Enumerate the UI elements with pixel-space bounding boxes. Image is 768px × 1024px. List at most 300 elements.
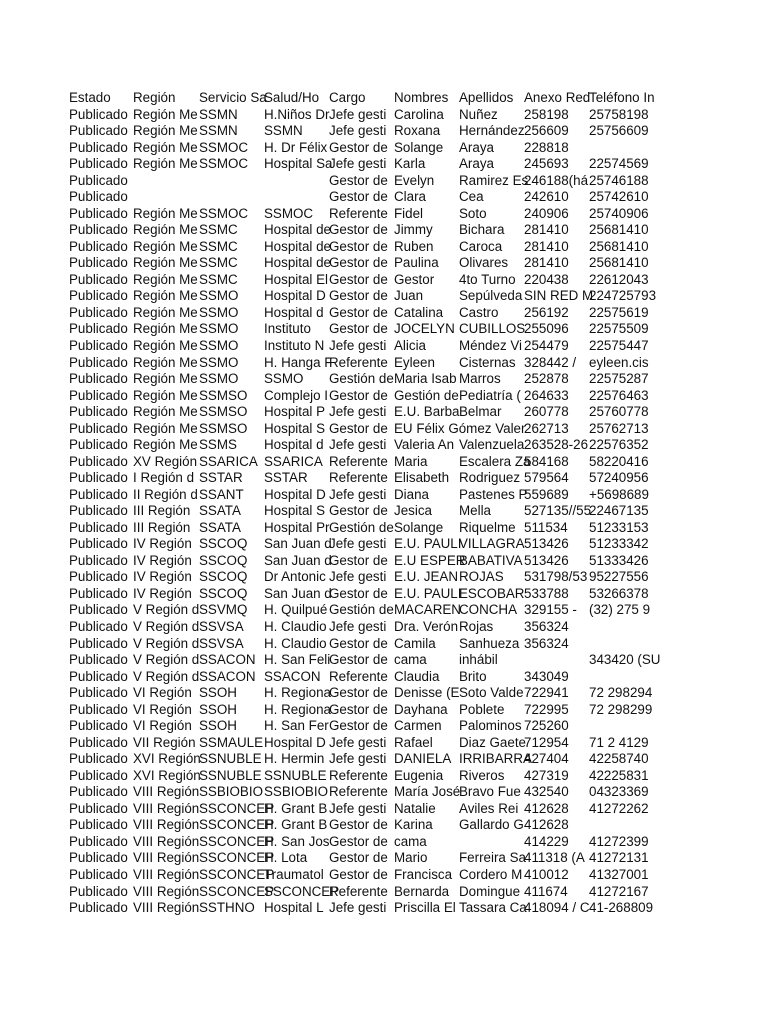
table-cell: VIII Región [133, 817, 200, 833]
table-cell: VIII Región [133, 883, 200, 899]
table-cell: Dr Antonic [264, 569, 326, 585]
table-cell: 25760778 [589, 404, 649, 420]
table-row [69, 652, 768, 669]
table-cell: 25681410 [589, 255, 649, 271]
table-cell: 41272399 [589, 833, 649, 849]
table-cell: Región Me [133, 238, 198, 254]
table-cell: Pediatría ( [459, 387, 521, 403]
table-cell: Publicado [69, 784, 128, 800]
table-cell: SSMO [199, 354, 239, 370]
table-cell: VIII Región [133, 866, 200, 882]
table-cell: Publicado [69, 139, 128, 155]
table-cell: Riveros [459, 767, 505, 783]
table-cell: Diaz Gaete [459, 734, 526, 750]
table-cell: 343420 (SU [589, 652, 661, 668]
table-cell: 411674 [524, 883, 568, 899]
table-cell: SSMO [199, 371, 239, 387]
table-cell: Jefe gesti [329, 156, 387, 172]
table-row [69, 255, 768, 272]
table-cell: Publicado [69, 371, 128, 387]
table-cell: SSMOC [199, 139, 249, 155]
table-cell: SSARICA [264, 453, 323, 469]
table-cell: 513426 [524, 552, 569, 568]
table-cell: Soto Valde [459, 685, 524, 701]
table-cell: SSMO [264, 371, 304, 387]
table-cell: 22575447 [589, 337, 649, 353]
column-header: Servicio Sa [199, 90, 267, 105]
table-cell: 41272167 [589, 883, 649, 899]
table-cell: Publicado [69, 734, 128, 750]
table-cell: H. Claudio [264, 619, 327, 634]
table-cell: Roxana [394, 123, 441, 139]
table-cell: Referente [329, 470, 388, 486]
table-cell: Maria Isab [394, 371, 457, 387]
table-cell: Ruben [394, 238, 434, 254]
table-cell: eyleen.cis [589, 354, 649, 370]
table-cell: Gestor de [329, 866, 388, 882]
table-cell: H. Regiona [264, 685, 331, 701]
table-cell: Publicado [69, 453, 128, 469]
table-cell: 328442 / [524, 354, 577, 370]
table-row [69, 454, 768, 471]
table-cell: Región Me [133, 437, 198, 453]
table-cell: 263528-26 [524, 437, 589, 453]
table-row [69, 520, 768, 537]
table-cell: ROJAS [459, 569, 504, 585]
table-cell: SSMO [199, 337, 239, 353]
table-cell: Publicado [69, 900, 128, 916]
table-cell: Elisabeth [394, 470, 450, 486]
table-cell: SSACON [199, 652, 256, 668]
table-cell: Gestor de [329, 701, 388, 717]
table-cell: 281410 [524, 238, 569, 254]
table-cell: Araya [459, 156, 494, 172]
table-cell: Priscilla El [394, 900, 456, 916]
column-header: Teléfono In [589, 90, 655, 105]
table-cell: 22575619 [589, 304, 649, 320]
table-cell: Región Me [133, 271, 198, 287]
table-cell: Publicado [69, 883, 128, 899]
table-cell: Gestor de [329, 139, 388, 155]
table-cell: Región Me [133, 387, 198, 403]
table-row [69, 206, 768, 223]
column-header: Región [133, 90, 176, 105]
table-cell: 240906 [524, 205, 569, 221]
table-cell: 264633 [524, 387, 569, 403]
table-cell: Publicado [69, 486, 128, 502]
table-cell: Gestor de [329, 288, 388, 304]
table-cell: Jefe gesti [329, 106, 387, 122]
table-cell: 245693 [524, 156, 569, 172]
table-cell: Referente [329, 883, 388, 899]
table-cell: Publicado [69, 685, 128, 701]
table-cell: Referente [329, 354, 388, 370]
table-row [69, 718, 768, 735]
table-cell: 725260 [524, 718, 569, 734]
table-cell: Gestor de [329, 238, 388, 254]
table-cell: Publicado [69, 172, 128, 188]
table-cell: 41272262 [589, 800, 649, 816]
table-row [69, 850, 768, 867]
table-cell: Nuñez [459, 106, 498, 122]
table-cell: XV Región [133, 453, 198, 469]
table-cell: H. San Fer [264, 718, 329, 734]
table-cell: Gestor [394, 271, 435, 287]
table-cell: SSANT [199, 486, 244, 502]
table-cell: SSMSO [199, 404, 248, 420]
table-cell: SSMOC [264, 205, 314, 221]
table-cell: Referente [329, 668, 388, 684]
table-cell: Instituto N [264, 337, 325, 353]
table-cell: 41-268809 [589, 900, 654, 916]
table-cell: Bichara [459, 222, 505, 238]
table-cell: Bravo Fue [459, 784, 521, 800]
table-cell: Olivares [459, 255, 509, 271]
table-cell: Cea [459, 189, 484, 205]
table-cell: SSMO [199, 304, 239, 320]
table-cell: Publicado [69, 205, 128, 221]
table-row [69, 321, 768, 338]
table-cell: Francisca [394, 866, 453, 882]
table-cell: SSCONCEP [199, 850, 275, 866]
table-cell: Publicado [69, 519, 128, 535]
table-cell: Publicado [69, 255, 128, 271]
spreadsheet [69, 90, 768, 917]
table-cell: Marros [459, 371, 501, 387]
table-cell: 41272131 [589, 850, 649, 866]
table-cell: V Región d [133, 668, 200, 684]
table-row [69, 784, 768, 801]
table-cell: SSACON [264, 668, 321, 684]
table-cell: Publicado [69, 668, 128, 684]
table-cell: H. San Jos [264, 833, 330, 849]
table-cell: Publicado [69, 585, 128, 601]
table-cell: VIII Región [133, 850, 200, 866]
table-cell: San Juan d [264, 585, 332, 601]
table-cell: 412628 [524, 817, 569, 833]
table-cell: Publicado [69, 337, 128, 353]
table-cell: VI Región [133, 718, 192, 734]
column-header: Nombres [394, 90, 449, 105]
table-cell: SSOH [199, 685, 237, 701]
table-cell: Rojas [459, 619, 494, 634]
table-body [69, 107, 768, 917]
table-cell: SSCOQ [199, 569, 248, 585]
table-cell: Publicado [69, 123, 128, 139]
table-cell: 533788 [524, 585, 569, 601]
table-cell: Publicado [69, 271, 128, 287]
table-cell: Gestión de [394, 387, 459, 403]
table-row [69, 569, 768, 586]
table-cell: SSNUBLE [199, 767, 262, 783]
table-cell: Región Me [133, 321, 198, 337]
table-cell: Cordero M [459, 866, 523, 882]
table-cell: 25746188 [589, 172, 649, 188]
table-row [69, 801, 768, 818]
table-cell: ESCOBAR [459, 585, 525, 601]
table-cell: H. Quilpué [264, 602, 328, 618]
table-cell: 22575509 [589, 321, 649, 337]
table-cell: Carmen [394, 718, 442, 734]
table-cell: Jefe gesti [329, 619, 387, 634]
table-cell: 22574569 [589, 156, 649, 172]
table-cell: 258198 [524, 106, 569, 122]
table-cell: I Región d [133, 470, 195, 486]
table-cell: Región Me [133, 222, 198, 238]
table-cell: Claudia [394, 668, 440, 684]
table-cell: SSMOC [199, 205, 249, 221]
table-cell: Publicado [69, 833, 128, 849]
table-row [69, 900, 768, 917]
table-cell: Jefe gesti [329, 437, 387, 453]
table-cell: VII Región [133, 734, 196, 750]
table-cell: Región Me [133, 288, 198, 304]
table-cell: Poblete [459, 701, 505, 717]
table-cell: E.U. Barba [394, 404, 460, 420]
table-cell: Publicado [69, 156, 128, 172]
table-cell: H. Regiona [264, 701, 331, 717]
table-cell: Natalie [394, 800, 436, 816]
table-cell: 25681410 [589, 238, 649, 254]
table-cell: Publicado [69, 189, 128, 205]
table-cell: H.Niños Dr [264, 106, 330, 122]
table-cell: 584168 [524, 453, 569, 469]
table-cell: SSCONCEP [199, 817, 275, 833]
table-cell: 255096 [524, 321, 569, 337]
table-cell: Gestor de [329, 652, 388, 668]
table-cell: Riquelme [459, 519, 516, 535]
table-cell: Publicado [69, 222, 128, 238]
table-cell: E.U. PAULI [394, 536, 462, 552]
table-cell: 252878 [524, 371, 569, 387]
table-cell: Eugenia [394, 767, 444, 783]
table-row [69, 636, 768, 653]
table-cell: VI Región [133, 685, 192, 701]
table-cell: Gestor de [329, 271, 388, 287]
table-cell: Gestor de [329, 718, 388, 734]
table-cell: 51233342 [589, 536, 649, 552]
table-cell: SSMN [199, 106, 238, 122]
table-cell: H. Hanga F [264, 354, 333, 370]
table-cell: Publicado [69, 238, 128, 254]
table-cell: Región Me [133, 420, 198, 436]
table-cell: IRRIBARRA [459, 751, 532, 767]
table-cell: Gestor de [329, 304, 388, 320]
table-cell: 42225831 [589, 767, 649, 783]
table-row [69, 619, 768, 636]
table-cell: SSMSO [199, 387, 248, 403]
table-cell: SSMC [199, 222, 238, 238]
table-cell: Gestor de [329, 189, 388, 205]
table-cell: 722995 [524, 701, 569, 717]
table-cell: Región Me [133, 106, 198, 122]
table-row [69, 669, 768, 686]
table-cell: Gestión de [329, 519, 394, 535]
table-cell: Jefe gesti [329, 486, 387, 502]
table-cell: Camila [394, 635, 436, 651]
table-cell: 414229 [524, 833, 569, 849]
table-cell: JOCELYN [394, 321, 455, 337]
table-cell: 22612043 [589, 271, 649, 287]
table-cell: Valeria An [394, 437, 455, 453]
table-row [69, 107, 768, 124]
table-cell: 51233153 [589, 519, 649, 535]
table-cell: IV Región [133, 585, 192, 601]
table-cell: MACAREN [394, 602, 461, 618]
table-cell: Bernarda [394, 883, 450, 899]
table-cell: V Región d [133, 635, 200, 651]
table-row [69, 751, 768, 768]
table-cell: Tassara Ca [459, 900, 527, 916]
table-row [69, 768, 768, 785]
table-cell: Solange [394, 139, 444, 155]
table-cell: SIN RED M [524, 288, 594, 304]
table-cell: Gestor de [329, 321, 388, 337]
table-cell: Publicado [69, 751, 128, 767]
table-cell: Publicado [69, 387, 128, 403]
table-cell: Karina [394, 817, 433, 833]
table-cell: 22576352 [589, 437, 649, 453]
table-cell: 511534 [524, 519, 568, 535]
column-header: Apellidos [459, 90, 514, 105]
table-cell: H. Grant B [264, 817, 328, 833]
header-row [69, 90, 768, 107]
table-cell: SSNUBLE [264, 767, 327, 783]
table-cell: 281410 [524, 255, 569, 271]
table-cell: SSMC [199, 271, 238, 287]
table-cell: Región Me [133, 404, 198, 420]
table-cell: Publicado [69, 321, 128, 337]
table-cell: Mella [459, 503, 491, 519]
table-cell: Hospital D [264, 288, 326, 304]
table-cell: 260778 [524, 404, 569, 420]
table-cell: 228818 [524, 139, 569, 155]
table-cell: 51333426 [589, 552, 649, 568]
table-cell: 4to Turno [459, 271, 516, 287]
table-cell: Jefe gesti [329, 404, 387, 420]
table-cell: 04323369 [589, 784, 649, 800]
table-cell: SSATA [199, 519, 241, 535]
table-cell: Hernández [459, 123, 525, 139]
table-cell: 95227556 [589, 569, 649, 585]
table-cell: María José [394, 784, 461, 800]
table-cell: IV Región [133, 536, 192, 552]
table-cell: VIII Región [133, 800, 200, 816]
table-cell: 281410 [524, 222, 569, 238]
table-cell: VI Región [133, 701, 192, 717]
table-cell: 25742610 [589, 189, 649, 205]
table-cell: 527135//55 [524, 503, 592, 519]
table-cell: SSBIOBIO [264, 784, 328, 800]
table-cell: Publicado [69, 569, 128, 585]
table-cell: Gestor de [329, 833, 388, 849]
table-cell: VILLAGRA [459, 536, 525, 552]
table-cell: Rafael [394, 734, 433, 750]
table-cell: Publicado [69, 635, 128, 651]
table-cell: Gestor de [329, 503, 388, 519]
table-cell: 42258740 [589, 751, 649, 767]
table-cell: Publicado [69, 420, 128, 436]
table-cell: Traumatol [264, 866, 324, 882]
table-row [69, 437, 768, 454]
table-cell: 72 298299 [589, 701, 653, 717]
table-cell: SSMS [199, 437, 237, 453]
table-cell: Solange [394, 519, 444, 535]
table-cell: 356324 [524, 635, 569, 651]
table-cell: 25758198 [589, 106, 649, 122]
table-cell: SSCONCEP [199, 866, 275, 882]
table-cell: Jefe gesti [329, 800, 387, 816]
table-cell: 256609 [524, 123, 569, 139]
table-cell: San Juan d [264, 536, 332, 552]
table-cell: SSMC [199, 238, 238, 254]
table-cell: SSCONCEP [264, 883, 340, 899]
table-cell: SSCOQ [199, 552, 248, 568]
table-cell: Publicado [69, 354, 128, 370]
table-cell: Hospital S [264, 420, 326, 436]
table-cell: SSCONCEP [199, 833, 275, 849]
table-cell: Hospital de [264, 255, 331, 271]
table-cell: Gestor de [329, 585, 388, 601]
table-cell: Jefe gesti [329, 123, 387, 139]
table-row [69, 602, 768, 619]
table-row [69, 702, 768, 719]
table-cell: H. Lota [264, 850, 308, 866]
table-cell: 427319 [524, 767, 569, 783]
table-cell: Región Me [133, 139, 198, 155]
table-row [69, 536, 768, 553]
table-cell: 22575287 [589, 371, 649, 387]
table-cell: Gestión de [329, 371, 394, 387]
table-cell: 22467135 [589, 503, 649, 519]
table-cell: VIII Región [133, 833, 200, 849]
table-cell: Aviles Rei [459, 800, 519, 816]
table-cell: Ramirez Es [459, 172, 529, 188]
table-cell: cama [394, 652, 427, 668]
table-cell: SSOH [199, 701, 237, 717]
table-cell: Gestor de [329, 850, 388, 866]
table-cell: 58220416 [589, 453, 649, 469]
table-row [69, 685, 768, 702]
table-cell: Jefe gesti [329, 751, 387, 767]
table-cell: Publicado [69, 304, 128, 320]
table-cell: Referente [329, 767, 388, 783]
table-row [69, 404, 768, 421]
table-cell: VIII Región [133, 900, 200, 916]
table-cell: Publicado [69, 850, 128, 866]
table-cell: Región Me [133, 255, 198, 271]
table-cell: Sanhueza [459, 635, 520, 651]
table-cell: 412628 [524, 800, 569, 816]
table-cell: Gestor de [329, 635, 388, 651]
table-cell: 432540 [524, 784, 569, 800]
table-row [69, 470, 768, 487]
table-cell: Publicado [69, 701, 128, 717]
table-cell: Referente [329, 784, 388, 800]
table-row [69, 272, 768, 289]
column-header: Cargo [329, 90, 366, 105]
table-cell: Palominos [459, 718, 522, 734]
table-cell: CUBILLOS [459, 321, 526, 337]
table-cell: SSACON [199, 668, 256, 684]
table-cell: inhábil [459, 652, 498, 668]
table-cell: 53266378 [589, 585, 649, 601]
column-header: Salud/Ho [264, 90, 320, 105]
table-cell: SSVMQ [199, 602, 248, 618]
table-cell: BABATIVA [459, 552, 523, 568]
column-header: Estado [69, 90, 111, 105]
table-cell: Publicado [69, 552, 128, 568]
